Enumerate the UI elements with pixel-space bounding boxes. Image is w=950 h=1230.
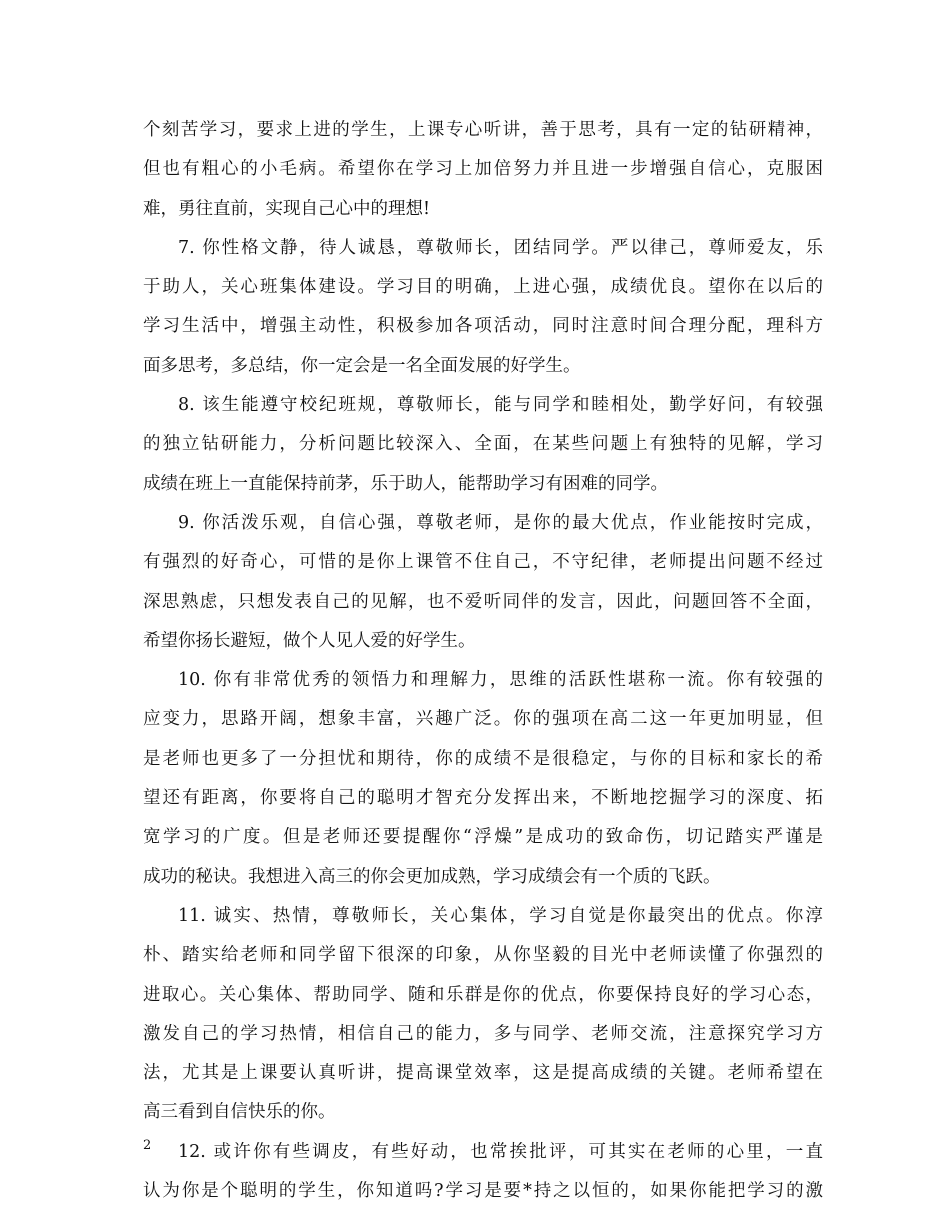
text-line: 法，尤其是上课要认真听讲，提高课堂效率，这是提高成绩的关键。老师希望在 [143, 1063, 823, 1084]
text-line: 学习生活中，增强主动性，积极参加各项活动，同时注意时间合理分配，理科方 [143, 316, 823, 337]
text-line: 成绩在班上一直能保持前茅，乐于助人，能帮助学习有困难的同学。 [143, 473, 668, 494]
text-line: 成功的秘诀。我想进入高三的你会更加成熟，学习成绩会有一个质的飞跃。 [143, 866, 721, 887]
text-line: 8. 该生能遵守校纪班规，尊敬师长，能与同学和睦相处，勤学好问，有较强 [178, 395, 823, 416]
document-body [143, 111, 823, 1211]
text-line: 有强烈的好奇心，可惜的是你上课管不住自己，不守纪律，老师提出问题不经过 [143, 552, 823, 573]
text-line: 10. 你有非常优秀的领悟力和理解力，思维的活跃性堪称一流。你有较强的 [178, 670, 823, 691]
text-line: 难，勇往直前，实现自己心中的理想! [143, 198, 431, 219]
text-line: 应变力，思路开阔，想象丰富，兴趣广泛。你的强项在高二这一年更加明显，但 [143, 709, 823, 730]
text-line: 面多思考，多总结，你一定会是一名全面发展的好学生。 [143, 355, 581, 376]
text-line: 但也有粗心的小毛病。希望你在学习上加倍努力并且进一步增强自信心，克服困 [143, 159, 823, 180]
text-line: 激发自己的学习热情，相信自己的能力，多与同学、老师交流，注意探究学习方 [143, 1023, 823, 1044]
text-line: 个刻苦学习，要求上进的学生，上课专心听讲，善于思考，具有一定的钻研精神， [143, 120, 823, 140]
text-line: 深思熟虑，只想发表自己的见解，也不爱听同伴的发言，因此，问题回答不全面， [143, 591, 823, 612]
text-line: 认为你是个聪明的学生，你知道吗?学习是要*持之以恒的，如果你能把学习的激 [143, 1181, 823, 1202]
text-line: 12. 或许你有些调皮，有些好动，也常挨批评，可其实在老师的心里，一直 [178, 1141, 823, 1162]
text-line: 望还有距离，你要将自己的聪明才智充分发挥出来，不断地挖掘学习的深度、拓 [143, 788, 823, 809]
text-line: 的独立钻研能力，分析问题比较深入、全面，在某些问题上有独特的见解，学习 [143, 434, 823, 455]
page-number: 2 [143, 1138, 152, 1153]
text-line: 朴、踏实给老师和同学留下很深的印象，从你坚毅的目光中老师读懂了你强烈的 [143, 945, 823, 966]
text-line: 高三看到自信快乐的你。 [143, 1102, 336, 1123]
text-line: 宽学习的广度。但是老师还要提醒你“浮燥”是成功的致命伤，切记踏实严谨是 [143, 827, 823, 848]
text-line: 7. 你性格文静，待人诚恳，尊敬师长，团结同学。严以律己，尊师爱友，乐 [178, 237, 823, 258]
text-line: 11. 诚实、热情，尊敬师长，关心集体，学习自觉是你最突出的优点。你淳 [178, 905, 823, 926]
text-line: 是老师也更多了一分担忧和期待，你的成绩不是很稳定，与你的目标和家长的希 [143, 748, 823, 769]
text-line: 进取心。关心集体、帮助同学、随和乐群是你的优点，你要保持良好的学习心态， [143, 984, 823, 1005]
text-line: 9. 你活泼乐观，自信心强，尊敬老师，是你的最大优点，作业能按时完成， [178, 512, 823, 533]
text-line: 于助人，关心班集体建设。学习目的明确，上进心强，成绩优良。望你在以后的 [143, 277, 823, 298]
text-line: 希望你扬长避短，做个人见人爱的好学生。 [143, 630, 476, 651]
